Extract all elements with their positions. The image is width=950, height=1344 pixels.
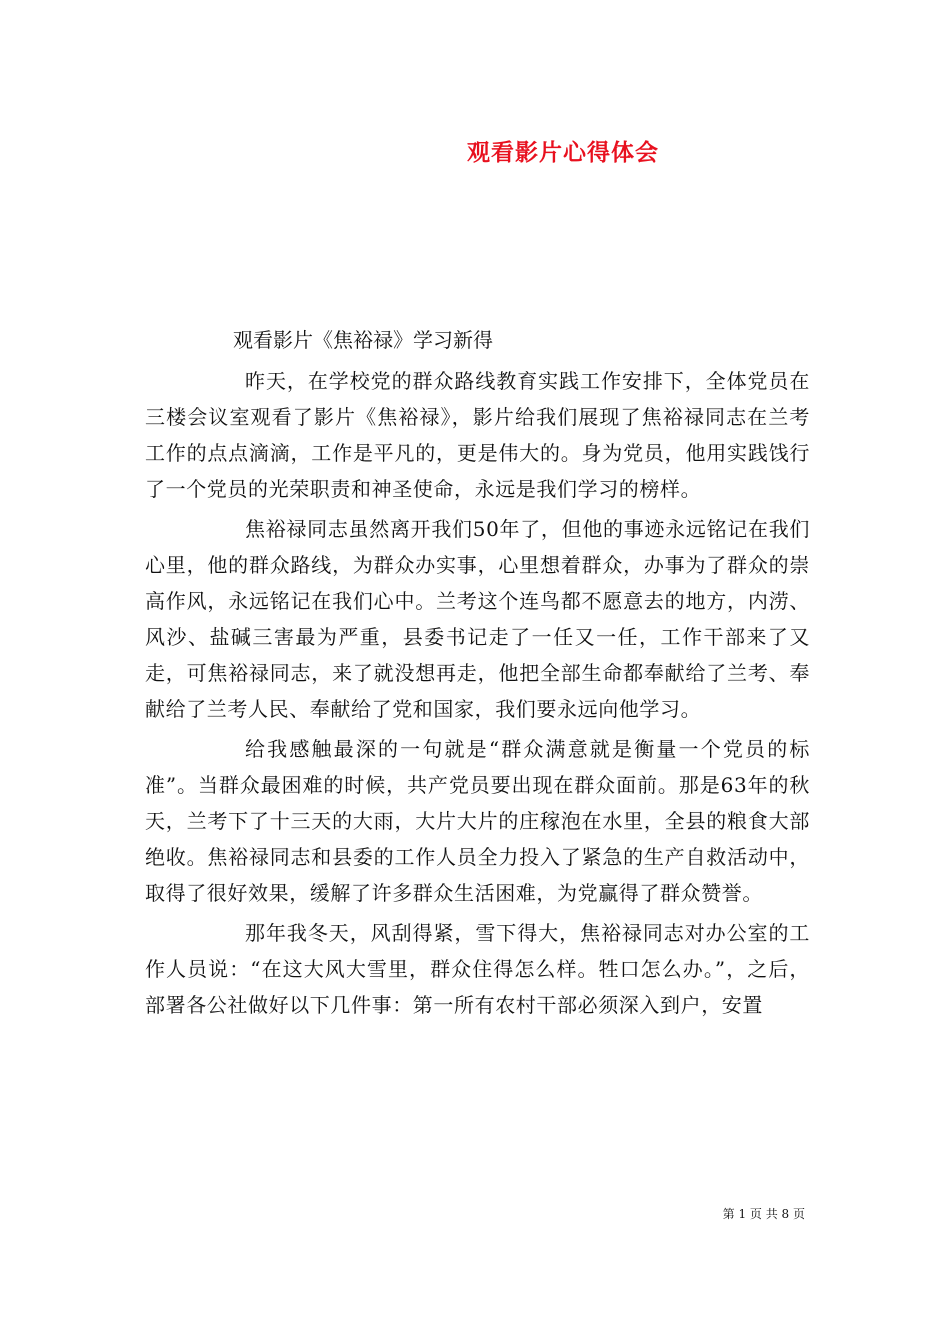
paragraph-1: 昨天，在学校党的群众路线教育实践工作安排下，全体党员在三楼会议室观看了影片《焦裕禄》，影片给我们展现了焦裕禄同志在兰考工作的点点滴滴，工作是平凡的，更是伟大的。身为党员，他用实践饯行了一个党员的光荣职责和神圣使命，永远是我们学习的榜样。 <box>145 369 810 501</box>
page-number: 第 1 页 共 8 页 <box>722 1207 805 1221</box>
document-subtitle: 观看影片《焦裕禄》学习新得 <box>233 328 493 352</box>
paragraph-3: 给我感触最深的一句就是“群众满意就是衡量一个党员的标准”。当群众最困难的时候，共产党员要出现在群众面前。那是63年的秋天，兰考下了十三天的大雨，大片大片的庄稼泡在水里，全县的粮食大部绝收。焦裕禄同志和县委的工作人员全力投入了紧急的生产自救活动中，取得了很好效果，缓解了许多群众生活困难，为党赢得了群众赞誉。 <box>145 737 810 905</box>
document-body <box>145 325 810 1027</box>
paragraph-4: 那年我冬天，风刮得紧，雪下得大，焦裕禄同志对办公室的工作人员说：“在这大风大雪里，群众住得怎么样。牲口怎么办。”，之后，部署各公社做好以下几件事：第一所有农村干部必须深入到户，安置 <box>145 921 810 1017</box>
document-title: 观看影片心得体会 <box>467 139 659 166</box>
paragraph-2: 焦裕禄同志虽然离开我们50年了，但他的事迹永远铭记在我们心里，他的群众路线，为群众办实事，心里想着群众，办事为了群众的崇高作风，永远铭记在我们心中。兰考这个连鸟都不愿意去的地方，内涝、风沙、盐碱三害最为严重，县委书记走了一任又一任，工作干部来了又走，可焦裕禄同志，来了就没想再走，他把全部生命都奉献给了兰考、奉献给了兰考人民、奉献给了党和国家，我们要永远向他学习。 <box>145 517 810 721</box>
